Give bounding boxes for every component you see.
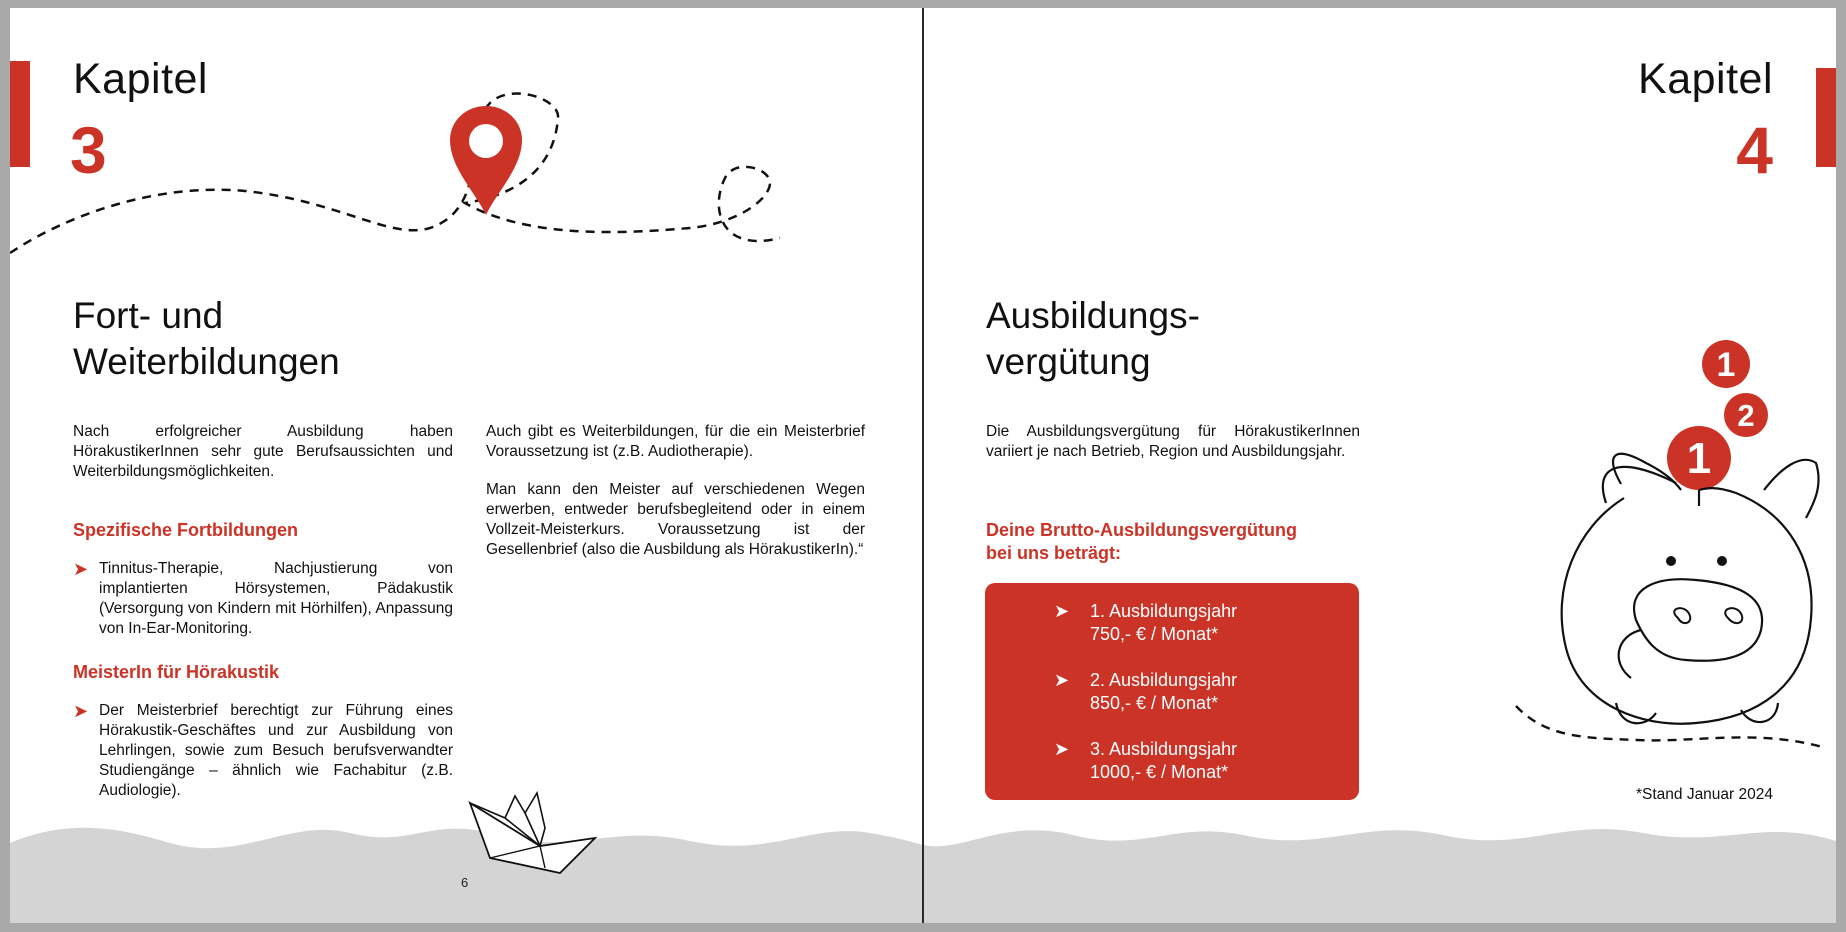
coin-label: 1 <box>1716 346 1736 384</box>
map-pin-icon <box>450 106 522 215</box>
column2-paragraph: Man kann den Meister auf verschiedenen Wegen erwerben, entweder berufsbegleitend oder in einem Vollzeit-Meisterkurs. Voraussetzung ist der Gesellenbrief (also die Ausbildung als HörakustikerIn).“ <box>486 481 865 558</box>
pay-item <box>1054 669 1238 715</box>
pay-year: 2. Ausbildungsjahr <box>1090 670 1238 690</box>
pay-year: 3. Ausbildungsjahr <box>1090 739 1238 759</box>
coin-label: 2 <box>1737 398 1755 433</box>
page-number: 6 <box>461 875 469 890</box>
coin-icon <box>1724 393 1768 437</box>
heading-line: Fort- und <box>73 295 224 336</box>
heading-line: vergütung <box>986 341 1151 382</box>
paper-boat-icon <box>465 788 605 878</box>
kapitel-label: Kapitel <box>1638 55 1773 103</box>
page-left <box>10 8 923 923</box>
pay-title-line: bei uns beträgt: <box>986 543 1122 563</box>
piggy-bank-illustration <box>1506 318 1836 788</box>
section-title: MeisterIn für Hörakustik <box>73 662 280 682</box>
intro-paragraph: Nach erfolgreicher Ausbildung haben HörakustikerInnen sehr gute Berufsaussichten und Weiterbildungsmöglichkeiten. <box>73 423 453 480</box>
chapter-heading <box>986 293 1200 385</box>
bullet-arrow-icon: ➤ <box>1054 739 1070 759</box>
chapter-number: 4 <box>1736 113 1773 187</box>
chapter-number: 3 <box>70 113 107 187</box>
coin-icon <box>1702 340 1750 388</box>
bullet-text: Tinnitus-Therapie, Nachjustierung von implantierten Hörsystemen, Pädakustik (Versorgung von Kindern mit Hörhilfen), Anpassung von In-Ear-Monitoring. <box>99 560 453 637</box>
bullet-text: Der Meisterbrief berechtigt zur Führung eines Hörakustik-Geschäftes und zur Ausbildung von Lehrlingen, sowie zum Besuch berufsverwandter Studiengänge – ähnlich wie Fachabitur (z.B. Audiologie). <box>99 702 453 799</box>
bullet-arrow-icon: ➤ <box>73 701 89 721</box>
bullet-arrow-icon: ➤ <box>73 559 89 579</box>
intro-paragraph: Die Ausbildungsvergütung für HörakustikerInnen variiert je nach Betrieb, Region und Ausbildungsjahr. <box>986 423 1360 460</box>
bullet-arrow-icon: ➤ <box>1054 670 1070 690</box>
book-spine <box>922 8 924 923</box>
map-route-illustration <box>10 8 923 308</box>
bullet-arrow-icon: ➤ <box>1054 601 1070 621</box>
heading-line: Weiterbildungen <box>73 341 340 382</box>
footnote: *Stand Januar 2024 <box>1635 786 1773 803</box>
wave-decoration <box>923 813 1836 923</box>
bullet-item <box>73 701 453 801</box>
pay-item <box>1054 738 1238 784</box>
pay-box <box>985 583 1359 800</box>
pay-amount: 750,- € / Monat* <box>1090 624 1219 644</box>
coin-icon <box>1667 426 1731 490</box>
chapter-heading <box>73 293 340 385</box>
kapitel-label: Kapitel <box>73 55 208 103</box>
pay-amount: 850,- € / Monat* <box>1090 693 1219 713</box>
book-spread <box>10 8 1836 923</box>
section-title: Spezifische Fortbildungen <box>73 520 299 540</box>
pay-title-line: Deine Brutto-Ausbildungsvergütung <box>986 520 1297 540</box>
pay-year: 1. Ausbildungsjahr <box>1090 601 1238 621</box>
pay-amount: 1000,- € / Monat* <box>1090 762 1229 782</box>
pay-item <box>1054 600 1238 646</box>
pay-title <box>986 519 1297 565</box>
heading-line: Ausbildungs- <box>986 295 1200 336</box>
column2-paragraph: Auch gibt es Weiterbildungen, für die ein Meisterbrief Voraussetzung ist (z.B. Audiotherapie). <box>486 423 865 460</box>
coin-label: 1 <box>1686 434 1712 483</box>
bullet-item <box>73 559 453 639</box>
chapter-marker-right <box>1816 68 1836 167</box>
